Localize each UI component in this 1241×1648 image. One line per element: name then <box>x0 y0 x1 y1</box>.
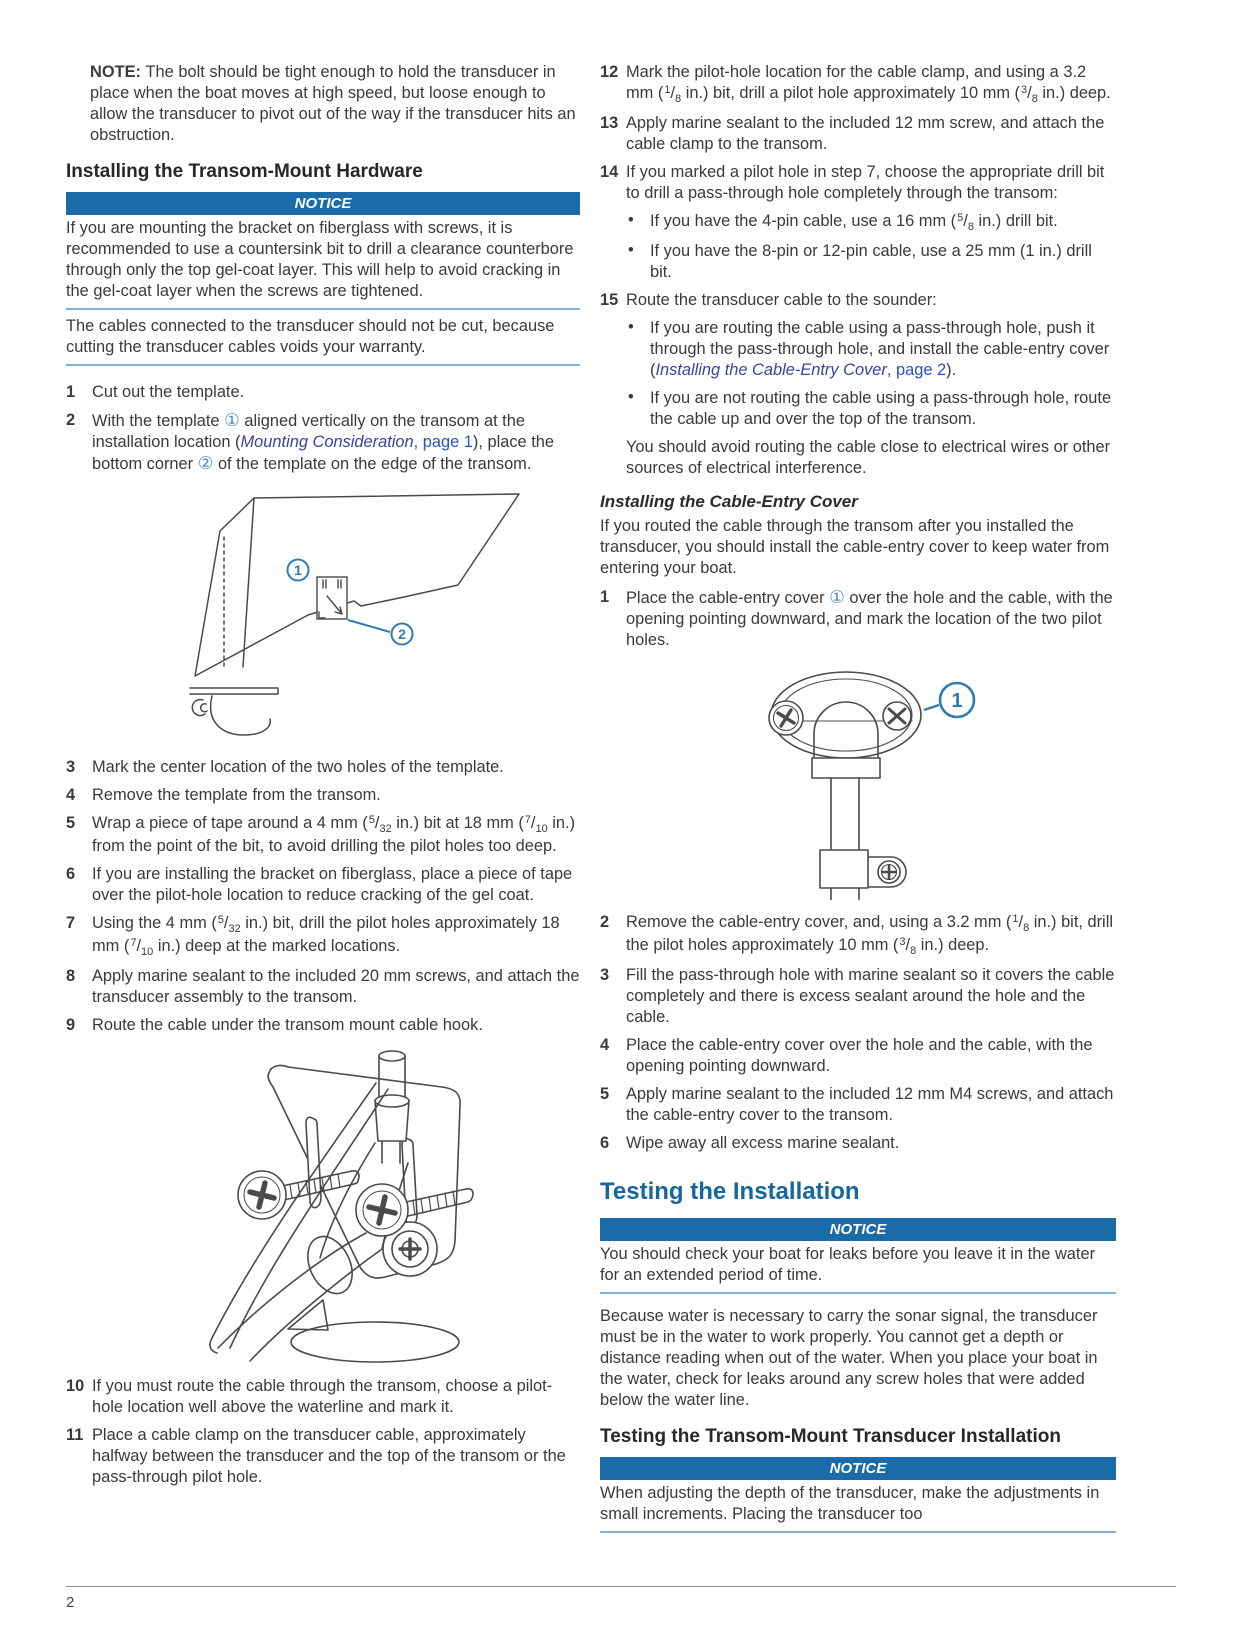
cover-screw-left <box>769 701 803 735</box>
notice-text-depth: When adjusting the depth of the transducer, make the adjustments in small increments. Placing the transducer too <box>600 1484 1100 1523</box>
step-9 <box>66 1015 580 1036</box>
right-column <box>600 62 1116 1539</box>
bullet-icon: • <box>628 318 634 336</box>
step-number: 2 <box>66 411 76 429</box>
page-footer <box>66 1586 1176 1611</box>
step-text: Route the cable under the transom mount cable hook. <box>92 1016 483 1034</box>
bullet-text: If you are not routing the cable using a pass-through hole, route the cable up and over the top of the transom. <box>650 389 1112 428</box>
fraction: $^5/_{32}$ <box>217 914 241 935</box>
svg-text:1: 1 <box>294 562 302 578</box>
cover-step-4 <box>600 1035 1116 1077</box>
transom-template-figure <box>102 485 580 743</box>
heading-testing-transom-mount: Testing the Transom-Mount Transducer Installation <box>600 1426 1061 1447</box>
step-text: Remove the template from the transom. <box>92 786 381 804</box>
step-1 <box>66 382 580 403</box>
svg-text:2: 2 <box>398 626 406 642</box>
step-14-bullet-2 <box>600 241 1116 283</box>
cover-step-5 <box>600 1084 1116 1126</box>
step-text: Apply marine sealant to the included 12 mm screw, and attach the cable clamp to the transom. <box>626 114 1105 153</box>
notice-box-leaks <box>600 1218 1116 1294</box>
circled-number: ① <box>224 410 240 430</box>
callout-2 <box>392 624 413 645</box>
step-15 <box>600 290 1116 311</box>
step-text: Apply marine sealant to the included 12 mm M4 screws, and attach the cable-entry cover to the transom. <box>626 1085 1114 1124</box>
step-text: Fill the pass-through hole with marine sealant so it covers the cable completely and there is excess sealant around the hole and the cable. <box>626 966 1115 1026</box>
bullet-text: If you have the 4-pin cable, use a 16 mm ($^5/_8$ in.) drill bit. <box>650 212 1058 233</box>
notice-bar: NOTICE <box>600 1218 1116 1241</box>
step-number: 9 <box>66 1016 76 1034</box>
step-number: 6 <box>600 1134 610 1152</box>
step-text: If you are installing the bracket on fiberglass, place a piece of tape over the pilot-hole location to reduce cracking of the gel coat. <box>92 865 573 904</box>
step-7 <box>66 913 580 959</box>
cable-entry-cover-figure <box>728 658 1116 906</box>
bullet-text: If you have the 8-pin or 12-pin cable, use a 25 mm (1 in.) drill bit. <box>650 242 1092 281</box>
heading-installing-transom-mount-hardware: Installing the Transom-Mount Hardware <box>66 161 423 182</box>
step-text: Place the cable-entry cover over the hole and the cable, with the opening pointing downward. <box>626 1036 1093 1075</box>
step-text: Route the transducer cable to the sounder: <box>626 291 937 309</box>
notice-text-cables: The cables connected to the transducer should not be cut, because cutting the transducer cables voids your warranty. <box>66 317 555 356</box>
transom-template-drawing <box>102 485 538 737</box>
step-number: 11 <box>66 1426 84 1444</box>
page-number: 2 <box>66 1594 75 1611</box>
note-paragraph <box>66 62 580 146</box>
cover-step-1 <box>600 587 1116 651</box>
bullet-icon: • <box>628 241 634 259</box>
cable-entry-steps <box>600 587 1116 1154</box>
step-text: With the template ① aligned vertically on the transom at the installation location (Mounting Consideration, page 1), place the bottom corner ② of the template on the edge of the transom. <box>92 410 554 473</box>
step-text: Apply marine sealant to the included 20 mm screws, and attach the transducer assembly to the transom. <box>92 967 580 1006</box>
note-label: NOTE: <box>90 63 146 81</box>
step-number: 10 <box>66 1377 85 1395</box>
circled-number: ② <box>197 453 214 473</box>
cover-step-6 <box>600 1133 1116 1154</box>
hardware-steps <box>66 382 580 1488</box>
step-number: 2 <box>600 913 610 931</box>
cross-reference-link[interactable]: Installing the Cable-Entry Cover <box>655 361 887 379</box>
cover-step-3 <box>600 965 1116 1028</box>
step-number: 1 <box>600 588 610 606</box>
left-column <box>66 62 580 1495</box>
step-text: Remove the cable-entry cover, and, using a 3.2 mm ($^1/_8$ in.) bit, drill the pilot holes approximately 10 mm ($^3/_8$ in.) deep. <box>626 913 1113 957</box>
step-text: Using the 4 mm ($^5/_{32}$ in.) bit, drill the pilot holes approximately 18 mm ($^7/_{10}$ in.) deep at the marked locations. <box>92 914 560 958</box>
step-number: 5 <box>66 814 76 832</box>
transducer-bracket-figure <box>170 1043 580 1371</box>
step-4 <box>66 785 580 806</box>
step-number: 15 <box>600 291 619 309</box>
step-text: Cut out the template. <box>92 383 245 401</box>
cable-clamp <box>820 850 906 888</box>
transducer-bracket-drawing <box>170 1043 492 1365</box>
cross-reference-link[interactable]: Mounting Consideration <box>240 433 414 451</box>
callout-1 <box>288 560 309 581</box>
notice-text-leaks: You should check your boat for leaks before you leave it in the water for an extended period of time. <box>600 1245 1096 1284</box>
step-10 <box>66 1376 580 1418</box>
step-text: Mark the center location of the two holes of the template. <box>92 758 504 776</box>
step-12 <box>600 62 1116 106</box>
step-number: 7 <box>66 914 76 932</box>
step-number: 5 <box>600 1085 610 1103</box>
step-5 <box>66 813 580 857</box>
cover-screw-right <box>883 702 911 730</box>
fraction: $^1/_8$ <box>1012 913 1030 934</box>
callout-leader-line <box>924 705 939 710</box>
heading-testing-the-installation: Testing the Installation <box>600 1178 860 1205</box>
step-14 <box>600 162 1116 204</box>
cross-reference-link[interactable]: , page 2 <box>886 361 947 379</box>
notice-text-fiberglass: If you are mounting the bracket on fiberglass with screws, it is recommended to use a countersink bit to drill a clearance counterbore through only the top gel-coat layer. This will help to avoid cracking in the gel-coat layer when the screws are tightened. <box>66 219 574 300</box>
step-text: Place the cable-entry cover ① over the hole and the cable, with the opening pointing downward, and mark the location of the two pilot holes. <box>626 587 1113 649</box>
fraction: $^1/_8$ <box>664 84 682 105</box>
step-number: 3 <box>66 758 76 776</box>
step-text: Wipe away all excess marine sealant. <box>626 1134 900 1152</box>
step-number: 3 <box>600 966 610 984</box>
hardware-steps-continued <box>600 62 1116 479</box>
cross-reference-link[interactable]: , page 1 <box>413 433 473 451</box>
step-2 <box>66 410 580 475</box>
step-8 <box>66 966 580 1008</box>
step-text: Wrap a piece of tape around a 4 mm ($^5/_{32}$ in.) bit at 18 mm ($^7/_{10}$ in.) from the point of the bit, to avoid drilling the pilot holes too deep. <box>92 814 576 855</box>
fraction: $^3/_8$ <box>899 936 917 957</box>
step-14-bullet-1 <box>600 211 1116 234</box>
step-number: 1 <box>66 383 76 401</box>
step-number: 6 <box>66 865 76 883</box>
heading-installing-cable-entry-cover: Installing the Cable-Entry Cover <box>600 492 858 511</box>
circled-number: ① <box>829 587 845 607</box>
bullet-text: If you are routing the cable using a pass-through hole, push it through the pass-through hole, and install the cable-entry cover (Installing the Cable-Entry Cover, page 2). <box>650 319 1110 379</box>
step-number: 13 <box>600 114 619 132</box>
step-text: If you must route the cable through the transom, choose a pilot-hole location well above the waterline and mark it. <box>92 1377 553 1416</box>
step-13 <box>600 113 1116 155</box>
step-15-bullet-1 <box>600 318 1116 381</box>
bullet-icon: • <box>628 211 634 229</box>
step-number: 4 <box>66 786 76 804</box>
fraction: $^7/_{10}$ <box>524 814 548 835</box>
fraction: $^5/_8$ <box>957 212 974 233</box>
cable-entry-cover-drawing <box>728 658 1028 900</box>
step-15-bullet-2 <box>600 388 1116 430</box>
step-15-note <box>600 437 1116 479</box>
cable-entry-intro: If you routed the cable through the transom after you installed the transducer, you should install the cable-entry cover to keep water from entering your boat. <box>600 517 1110 577</box>
note-text: The bolt should be tight enough to hold the transducer in place when the boat moves at high speed, but loose enough to allow the transducer to pivot out of the way if the transducer hits an obstruction. <box>90 63 576 144</box>
step-number: 14 <box>600 163 619 181</box>
fraction: $^5/_{32}$ <box>368 814 392 835</box>
svg-text:1: 1 <box>951 690 963 712</box>
step-number: 12 <box>600 63 619 81</box>
notice-bar: NOTICE <box>600 1457 1116 1480</box>
fraction: $^7/_{10}$ <box>130 937 154 958</box>
callout-1 <box>940 683 974 717</box>
bullet-icon: • <box>628 388 634 406</box>
step-3 <box>66 757 580 778</box>
step-text: Mark the pilot-hole location for the cable clamp, and using a 3.2 mm ($^1/_8$ in.) bit, drill a pilot hole approximately 10 mm ($^3/_8$ in.) deep. <box>626 63 1111 105</box>
fraction: $^3/_8$ <box>1021 84 1038 105</box>
callout-leader-line <box>348 620 390 632</box>
step-6 <box>66 864 580 906</box>
step-11 <box>66 1425 580 1488</box>
testing-paragraph: Because water is necessary to carry the sonar signal, the transducer must be in the water to work properly. You cannot get a depth or distance reading when out of the water. When you place your boat in the water, check for leaks around any screw holes that were added below the water line. <box>600 1307 1098 1409</box>
step-number: 8 <box>66 967 76 985</box>
cover-step-2 <box>600 912 1116 958</box>
notice-box-cables <box>66 316 580 366</box>
step-text: Place a cable clamp on the transducer cable, approximately halfway between the transducer and the top of the transom or the pass-through pilot hole. <box>92 1426 566 1486</box>
notice-bar: NOTICE <box>66 192 580 215</box>
template-rectangle <box>317 577 347 619</box>
notice-box-fiberglass <box>66 192 580 310</box>
step-number: 4 <box>600 1036 610 1054</box>
step-text: If you marked a pilot hole in step 7, choose the appropriate drill bit to drill a pass-through hole completely through the transom: <box>626 163 1105 202</box>
notice-box-depth <box>600 1457 1116 1533</box>
note-text: You should avoid routing the cable close to electrical wires or other sources of electrical interference. <box>626 438 1111 477</box>
transom-outline <box>190 494 519 735</box>
